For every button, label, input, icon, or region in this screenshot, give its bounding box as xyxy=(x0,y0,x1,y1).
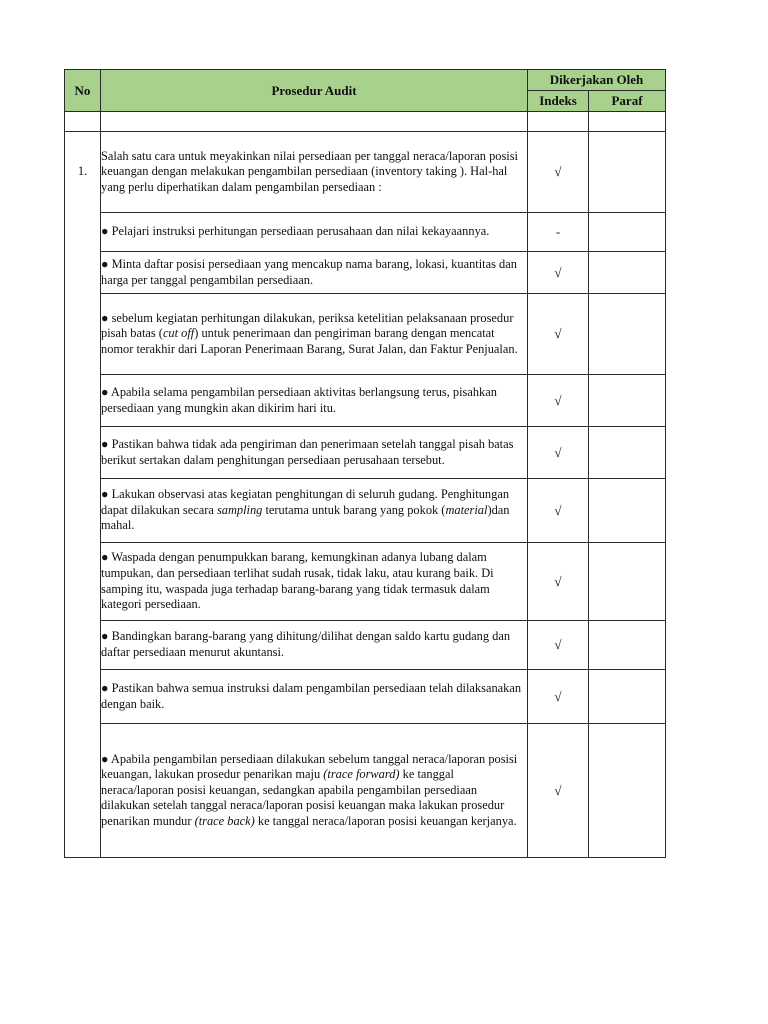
table-row xyxy=(65,132,666,213)
table-row xyxy=(65,670,666,724)
indeks-check: √ xyxy=(528,132,589,213)
procedure-text-part: ● Minta daftar posisi persediaan yang mencakup nama barang, lokasi, kuantitas dan harga per tanggal pengambilan persediaan. xyxy=(101,256,517,287)
row-number xyxy=(65,724,101,858)
paraf-cell xyxy=(589,427,666,479)
header-prosedur-audit: Prosedur Audit xyxy=(101,70,528,112)
spacer-cell xyxy=(65,112,101,132)
row-number: 1. xyxy=(65,132,101,213)
indeks-check: √ xyxy=(528,670,589,724)
procedure-text-part: ● Apabila pengambilan persediaan dilakukan sebelum tanggal neraca/laporan posisi keuangan, lakukan prosedur penarikan maju xyxy=(101,751,518,782)
row-number xyxy=(65,375,101,427)
spacer-cell xyxy=(528,112,589,132)
procedure-text-part: ● Bandingkan barang-barang yang dihitung/dilihat dengan saldo kartu gudang dan daftar persediaan menurut akuntansi. xyxy=(101,629,511,659)
paraf-cell xyxy=(589,252,666,294)
audit-procedure-table xyxy=(64,69,666,858)
table-row xyxy=(65,375,666,427)
procedure-text-part: ● Pelajari instruksi perhitungan persediaan perusahaan dan nilai kekayaannya. xyxy=(101,224,490,239)
spacer-row xyxy=(65,112,666,132)
procedure-text xyxy=(101,132,528,213)
table-row xyxy=(65,252,666,294)
paraf-cell xyxy=(589,375,666,427)
procedure-italic-term: cut off xyxy=(162,326,195,341)
table-row xyxy=(65,294,666,375)
header-paraf: Paraf xyxy=(589,91,666,112)
table-row xyxy=(65,213,666,252)
procedure-text-part: ● sebelum kegiatan perhitungan dilakukan, periksa ketelitian pelaksanaan prosedur pisah batas ( xyxy=(101,310,514,341)
indeks-check: √ xyxy=(528,427,589,479)
spacer-cell xyxy=(589,112,666,132)
row-number xyxy=(65,294,101,375)
indeks-check: - xyxy=(528,213,589,252)
procedure-text-part: ke tanggal neraca/laporan posisi keuangan kerjanya. xyxy=(254,813,517,828)
procedure-text xyxy=(101,375,528,427)
row-number xyxy=(65,670,101,724)
header-indeks: Indeks xyxy=(528,91,589,112)
indeks-check: √ xyxy=(528,252,589,294)
procedure-text xyxy=(101,670,528,724)
procedure-text xyxy=(101,213,528,252)
procedure-text-part: ke tanggal neraca/laporan posisi keuangan, sedangkan apabila pengambilan persediaan dilakukan setelah tanggal neraca/laporan posisi keuangan maka lakukan prosedur penarikan mundur xyxy=(101,767,505,828)
procedure-italic-term: (trace forward) xyxy=(323,767,400,782)
indeks-check: √ xyxy=(528,621,589,670)
table-row xyxy=(65,543,666,621)
table-row xyxy=(65,621,666,670)
procedure-italic-term: (trace back) xyxy=(194,813,255,828)
indeks-check: √ xyxy=(528,543,589,621)
procedure-italic-term: sampling xyxy=(216,502,263,517)
procedure-text xyxy=(101,724,528,858)
header-dikerjakan-oleh: Dikerjakan Oleh xyxy=(528,70,666,91)
procedure-text xyxy=(101,427,528,479)
table-row xyxy=(65,427,666,479)
row-number xyxy=(65,252,101,294)
table-row xyxy=(65,724,666,858)
procedure-text-part: Salah satu cara untuk meyakinkan nilai persediaan per tanggal neraca/laporan posisi keuangan dengan melakukan pengambilan persediaan (inventory taking ). Hal-hal yang perlu diperhatikan dalam pengambilan persediaan : xyxy=(101,148,518,194)
row-number xyxy=(65,213,101,252)
procedure-text xyxy=(101,479,528,543)
indeks-check: √ xyxy=(528,724,589,858)
procedure-text xyxy=(101,621,528,670)
paraf-cell xyxy=(589,543,666,621)
procedure-text-part: )dan mahal. xyxy=(101,502,510,533)
procedure-text-part: ● Apabila selama pengambilan persediaan aktivitas berlangsung terus, pisahkan persediaan yang mungkin akan dikirim hari itu. xyxy=(101,384,497,415)
procedure-text xyxy=(101,294,528,375)
row-number xyxy=(65,427,101,479)
procedure-text-part: ● Pastikan bahwa semua instruksi dalam pengambilan persediaan telah dilaksanakan dengan baik. xyxy=(101,680,522,711)
header-no: No xyxy=(65,70,101,112)
procedure-text-part: ) untuk penerimaan dan pengiriman barang dengan mencatat nomor terakhir dari Laporan Penerimaan Barang, Surat Jalan, dan Faktur Penjualan. xyxy=(101,326,518,356)
paraf-cell xyxy=(589,479,666,543)
procedure-text-part: ● Waspada dengan penumpukkan barang, kemungkinan adanya lubang dalam tumpukan, dan persediaan terlihat sudah rusak, tidak laku, atau kurang baik. Di samping itu, waspada juga terhadap barang-barang yang tidak termasuk dalam kategori persediaan. xyxy=(101,550,494,612)
paraf-cell xyxy=(589,294,666,375)
paraf-cell xyxy=(589,724,666,858)
row-number xyxy=(65,479,101,543)
procedure-text-part: ● Pastikan bahwa tidak ada pengiriman dan penerimaan setelah tanggal pisah batas berikut sertakan dalam penghitungan persediaan perusahaan tersebut. xyxy=(101,436,514,467)
procedure-italic-term: material xyxy=(445,502,488,517)
indeks-check: √ xyxy=(528,375,589,427)
procedure-text-part: terutama untuk barang yang pokok ( xyxy=(262,502,446,517)
indeks-check: √ xyxy=(528,479,589,543)
procedure-text-part: ● Lakukan observasi atas kegiatan penghitungan di seluruh gudang. Penghitungan dapat dilakukan secara xyxy=(101,487,510,517)
spacer-cell xyxy=(101,112,528,132)
row-number xyxy=(65,543,101,621)
procedure-text xyxy=(101,252,528,294)
procedure-text xyxy=(101,543,528,621)
paraf-cell xyxy=(589,213,666,252)
table-row xyxy=(65,479,666,543)
paraf-cell xyxy=(589,132,666,213)
paraf-cell xyxy=(589,621,666,670)
row-number xyxy=(65,621,101,670)
indeks-check: √ xyxy=(528,294,589,375)
paraf-cell xyxy=(589,670,666,724)
